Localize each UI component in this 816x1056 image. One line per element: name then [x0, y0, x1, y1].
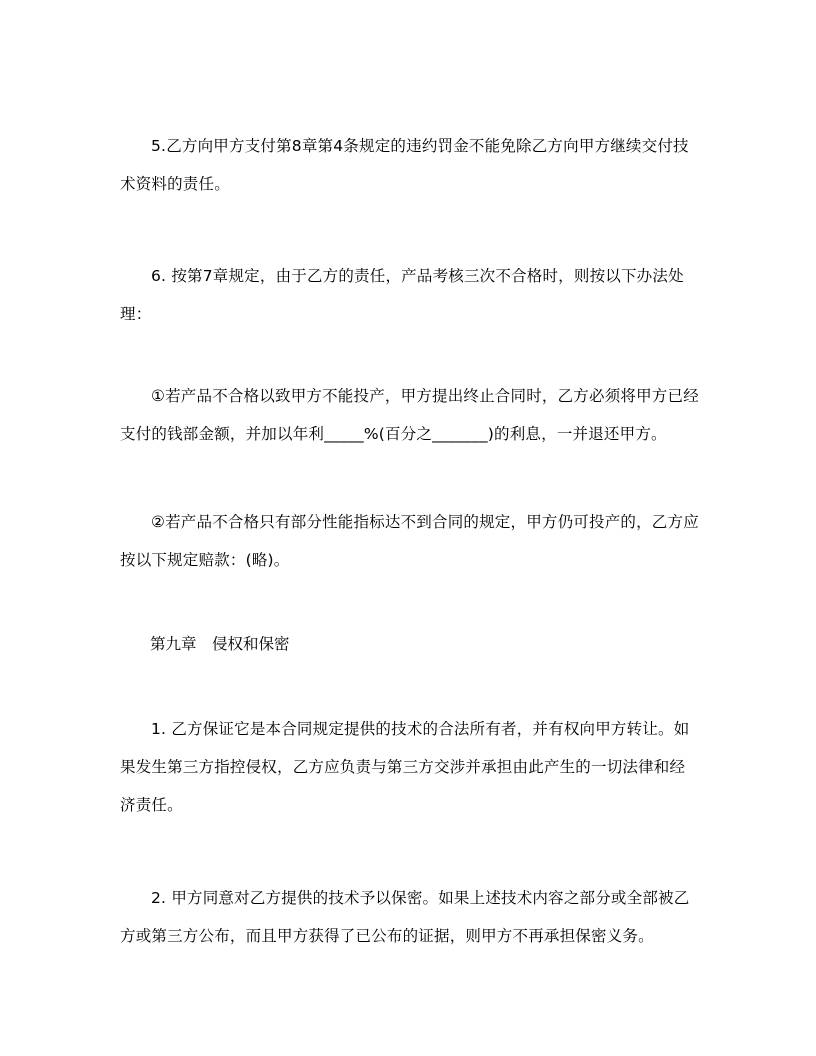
chapter-9-item-2: 2. 甲方同意对乙方提供的技术予以保密。如果上述技术内容之部分或全部被乙方或第三方公布，而且甲方获得了已公布的证据，则甲方不再承担保密义务。: [120, 889, 690, 945]
paragraph-5: 5.乙方向甲方支付第8章第4条规定的违约罚金不能免除乙方向甲方继续交付技术资料的责任。: [120, 137, 689, 193]
paragraph-6: 6. 按第7章规定，由于乙方的责任，产品考核三次不合格时，则按以下办法处理：: [120, 267, 684, 323]
chapter-9-item-1: 1. 乙方保证它是本合同规定提供的技术的合法所有者，并有权向甲方转让。如果发生第三方指控侵权，乙方应负责与第三方交涉并承担由此产生的一切法律和经济责任。: [120, 720, 690, 814]
chapter-9-heading: 第九章 侵权和保密: [150, 635, 290, 653]
paragraph-6-item-1: ①若产品不合格以致甲方不能投产，甲方提出终止合同时，乙方必须将甲方已经支付的钱部金额，并加以年利_____%(百分之_______)的利息，一并退还甲方。: [120, 387, 699, 443]
paragraph-6-item-2: ②若产品不合格只有部分性能指标达不到合同的规定，甲方仍可投产的，乙方应按以下规定赔款：(略)。: [120, 513, 699, 569]
